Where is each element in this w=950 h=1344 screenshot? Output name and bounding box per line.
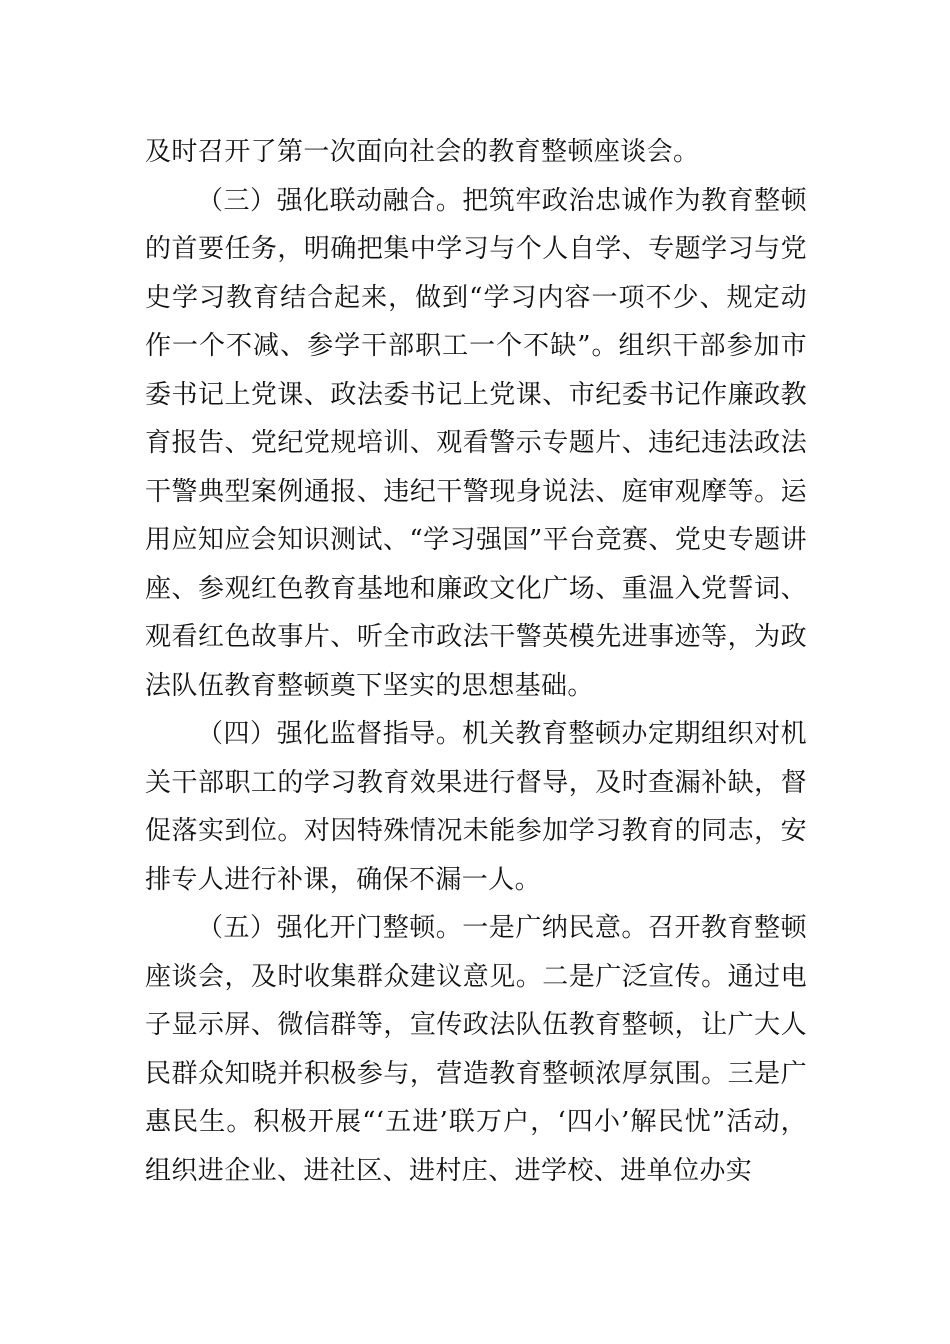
- paragraph-continuation: 及时召开了第一次面向社会的教育整顿座谈会。: [145, 137, 700, 167]
- paragraph-section-three: （三）强化联动融合。把筑牢政治忠诚作为教育整顿的首要任务，明确把集中学习与个人自学、专题学习与党史学习教育结合起来，做到“学习内容一项不少、规定动作一个不减、参学干部职工一个不缺”。组织干部参加市委书记上党课、政法委书记上党课、市纪委书记作廉政教育报告、党纪党规培训、观看警示专题片、违纪违法政法干警典型案例通报、违纪干警现身说法、庭审观摩等。运用应知应会知识测试、“学习强国”平台竞赛、党史专题讲座、参观红色教育基地和廉政文化广场、重温入党誓词、观看红色故事片、听全市政法干警英模先进事迹等，为政法队伍教育整顿奠下坚实的思想基础。: [145, 185, 807, 701]
- paragraph-section-four: （四）强化监督指导。机关教育整顿办定期组织对机关干部职工的学习教育效果进行督导，及时查漏补缺，督促落实到位。对因特殊情况未能参加学习教育的同志，安排专人进行补课，确保不漏一人。: [145, 719, 807, 895]
- paragraph-section-five: （五）强化开门整顿。一是广纳民意。召开教育整顿座谈会，及时收集群众建议意见。二是广泛宣传。通过电子显示屏、微信群等，宣传政法队伍教育整顿，让广大人民群众知晓并积极参与，营造教育整顿浓厚氛围。三是广惠民生。积极开展“‘五进’联万户，‘四小’解民忧”活动，组织进企业、进社区、进村庄、进学校、进单位办实: [145, 913, 807, 1186]
- document-body: [145, 128, 807, 1195]
